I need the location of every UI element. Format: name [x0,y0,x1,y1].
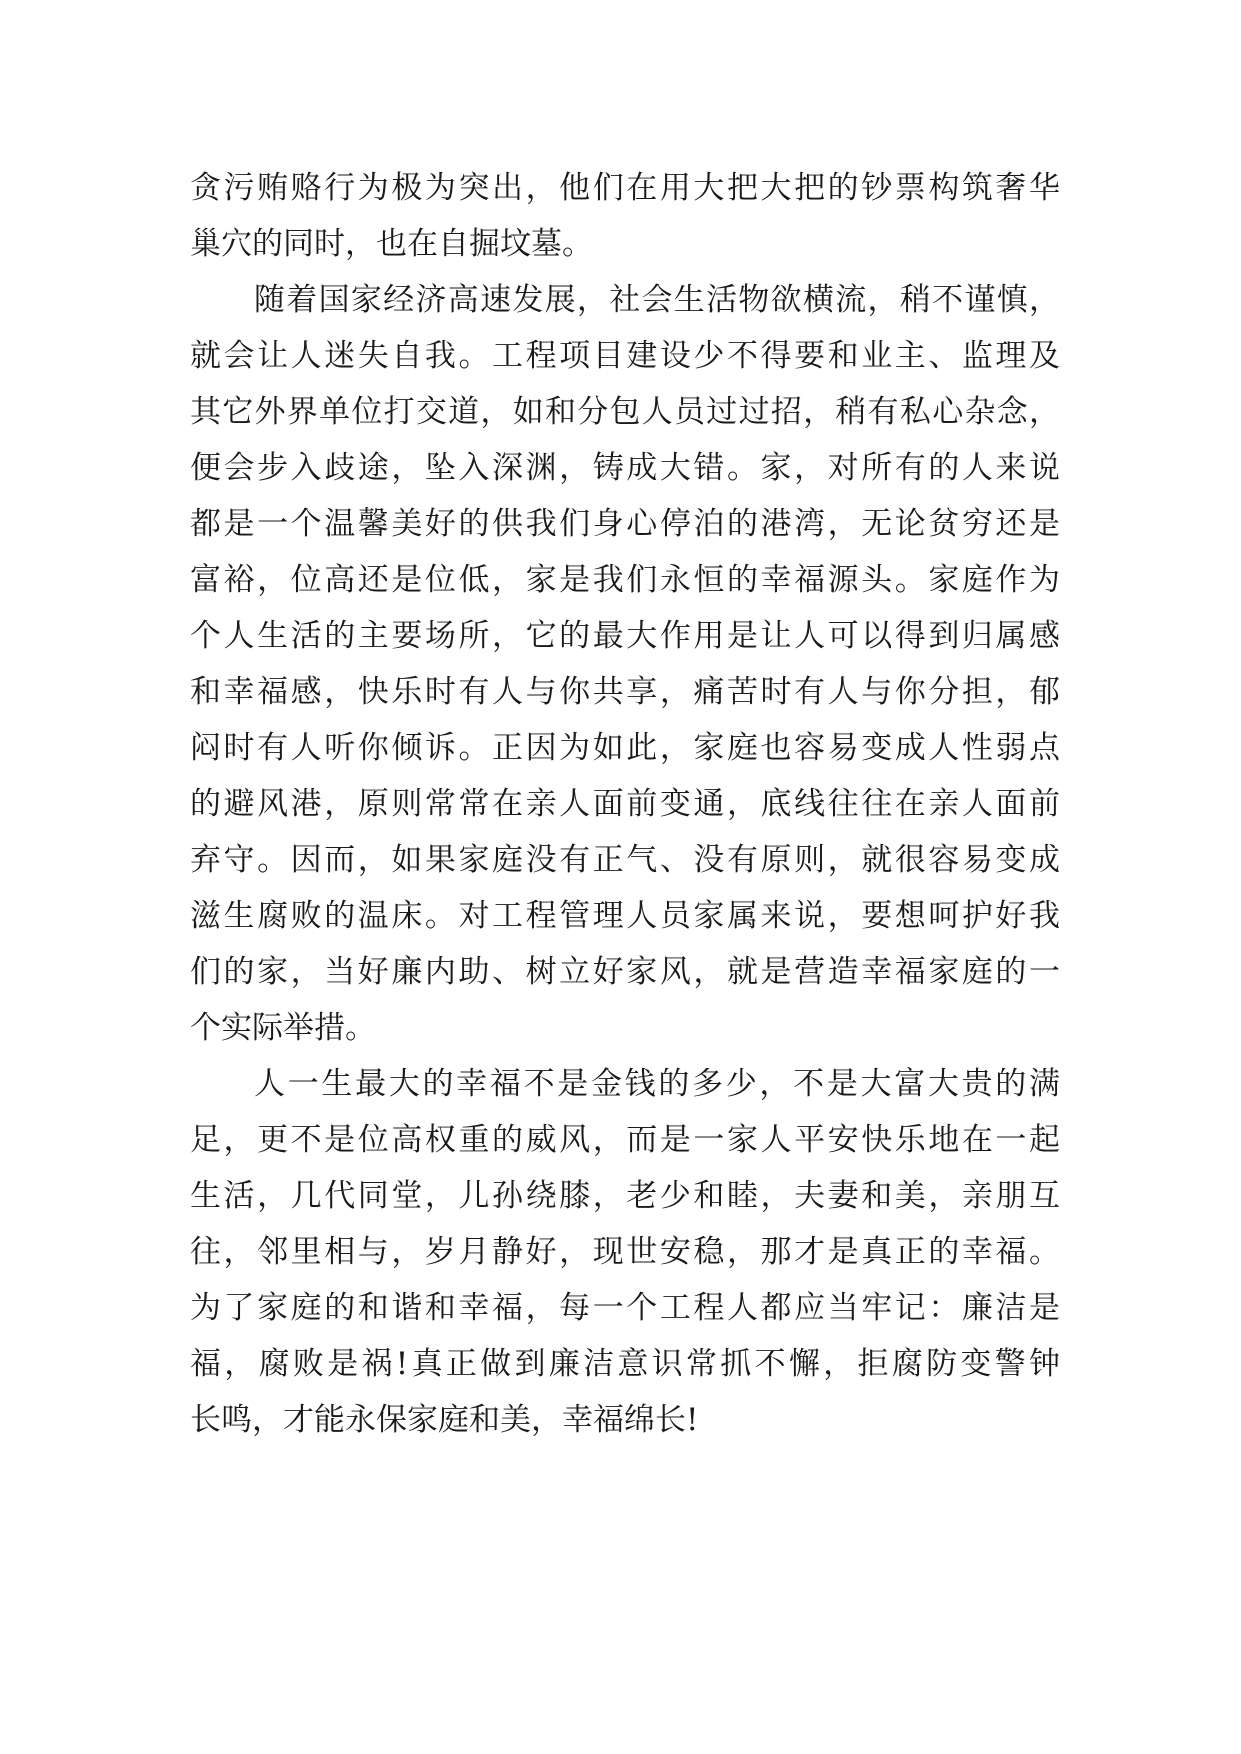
text-line: 都是一个温馨美好的供我们身心停泊的港湾，无论贫穷还是 [190,506,1060,542]
text-line: 其它外界单位打交道，如和分包人员过过招，稍有私心杂念， [190,394,1060,430]
text-line: 滋生腐败的温床。对工程管理人员家属来说，要想呵护好我 [190,898,1060,934]
text-line: 随着国家经济高速发展，社会生活物欲横流，稍不谨慎， [254,282,1060,318]
paragraph-1 [190,160,1060,272]
text-line: 福，腐败是祸!真正做到廉洁意识常抓不懈，拒腐防变警钟 [190,1346,1060,1382]
text-line: 为了家庭的和谐和幸福，每一个工程人都应当牢记：廉洁是 [190,1290,1060,1326]
text-line: 个实际举措。 [190,1010,376,1046]
paragraph-2 [190,272,1060,1056]
text-line: 往，邻里相与，岁月静好，现世安稳，那才是真正的幸福。 [190,1234,1060,1270]
text-line: 富裕，位高还是位低，家是我们永恒的幸福源头。家庭作为 [190,562,1060,598]
text-line: 便会步入歧途，坠入深渊，铸成大错。家，对所有的人来说 [190,450,1060,486]
text-line: 贪污贿赂行为极为突出，他们在用大把大把的钞票构筑奢华 [190,170,1060,206]
text-line: 人一生最大的幸福不是金钱的多少，不是大富大贵的满 [254,1066,1060,1102]
text-line: 长鸣，才能永保家庭和美，幸福绵长! [190,1402,699,1438]
text-line: 们的家，当好廉内助、树立好家风，就是营造幸福家庭的一 [190,954,1060,990]
text-line: 个人生活的主要场所，它的最大作用是让人可以得到归属感 [190,618,1060,654]
text-line: 巢穴的同时，也在自掘坟墓。 [190,226,593,262]
text-line: 和幸福感，快乐时有人与你共享，痛苦时有人与你分担，郁 [190,674,1060,710]
paragraph-3 [190,1056,1060,1448]
text-line: 闷时有人听你倾诉。正因为如此，家庭也容易变成人性弱点 [190,730,1060,766]
text-line: 生活，几代同堂，儿孙绕膝，老少和睦，夫妻和美，亲朋互 [190,1178,1060,1214]
text-line: 就会让人迷失自我。工程项目建设少不得要和业主、监理及 [190,338,1060,374]
text-line: 弃守。因而，如果家庭没有正气、没有原则，就很容易变成 [190,842,1060,878]
text-line: 足，更不是位高权重的威风，而是一家人平安快乐地在一起 [190,1122,1060,1158]
document-body [190,160,1060,1448]
text-line: 的避风港，原则常常在亲人面前变通，底线往往在亲人面前 [190,786,1060,822]
